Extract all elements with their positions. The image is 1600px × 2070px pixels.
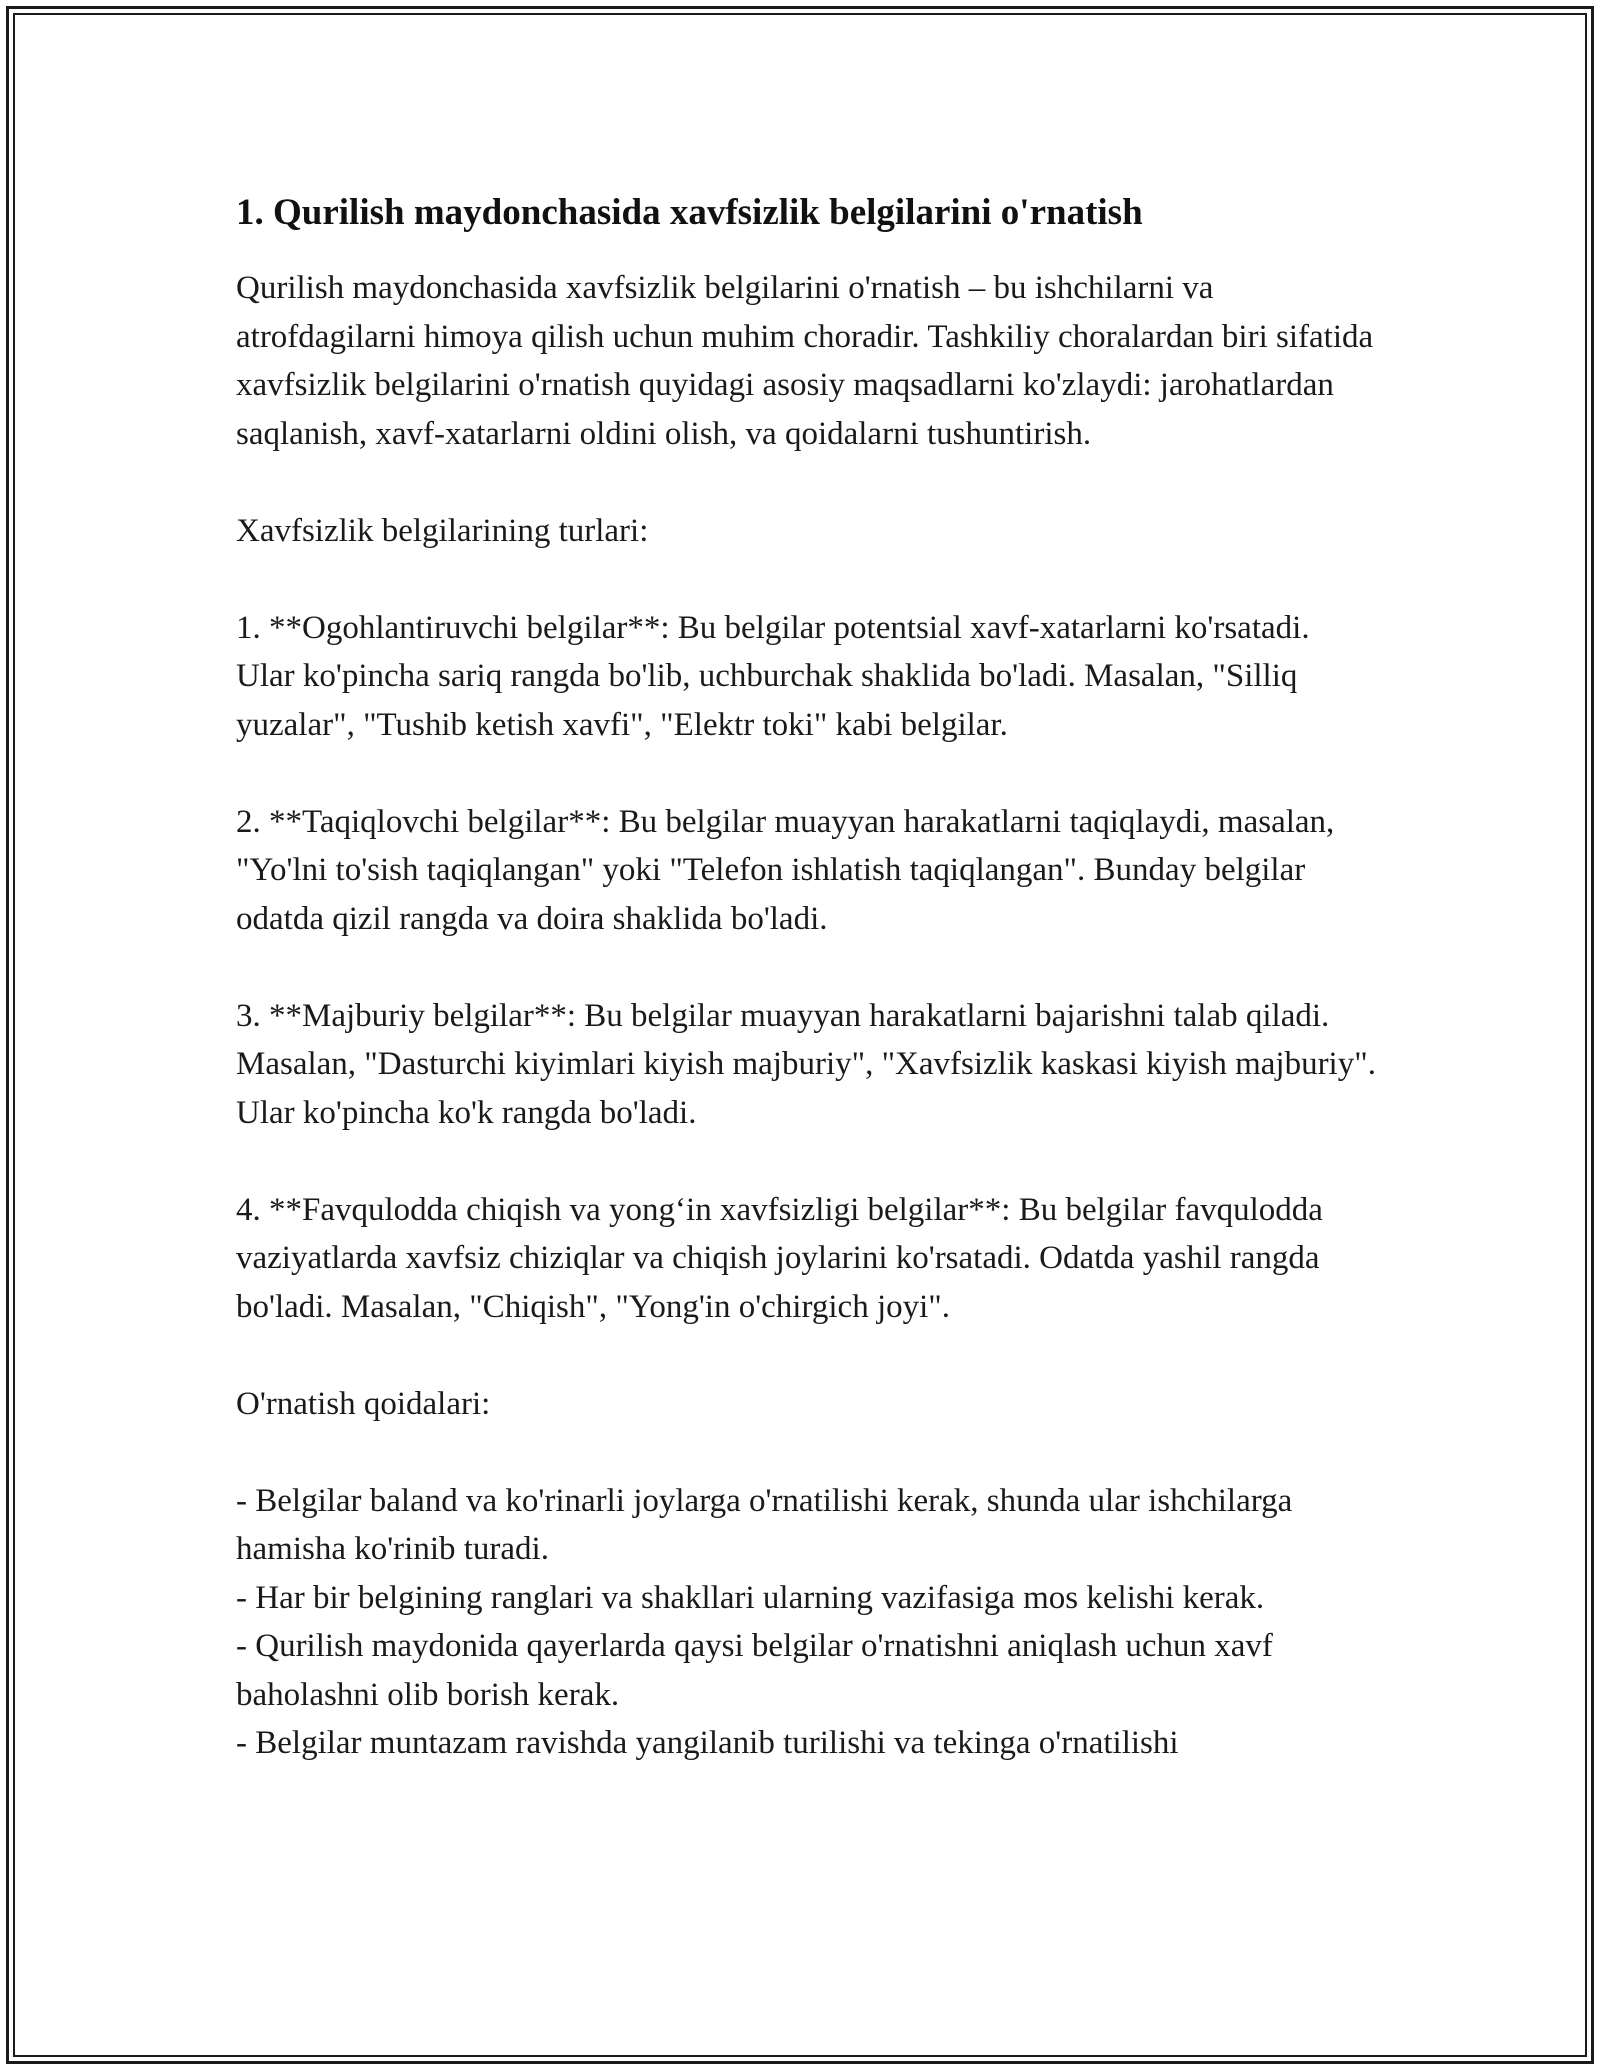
rule-item: - Har bir belgining ranglari va shakllari ularning vazifasiga mos kelishi kerak. xyxy=(236,1579,1265,1616)
type-item-mandatory: 3. **Majburiy belgilar**: Bu belgilar muayyan harakatlarni bajarishni talab qiladi. Masalan, "Dasturchi kiyimlari kiyish majburiy", "Xavfsizlik kaskasi kiyish majburiy". Ular ko'pincha ko'k rangda bo'ladi. xyxy=(236,997,1376,1131)
paragraph-spacer xyxy=(236,1428,1376,1477)
paragraph-spacer xyxy=(236,749,1376,798)
type-item-prohibition: 2. **Taqiqlovchi belgilar**: Bu belgilar muayyan harakatlarni taqiqlaydi, masalan, "Yo'lni to'sish taqiqlangan" yoki "Telefon ishlatish taqiqlangan". Bunday belgilar odatda qizil rangda va doira shaklida bo'ladi. xyxy=(236,803,1335,937)
paragraph-spacer xyxy=(236,458,1376,507)
types-heading: Xavfsizlik belgilarining turlari: xyxy=(236,512,649,549)
type-item-warning: 1. **Ogohlantiruvchi belgilar**: Bu belgilar potentsial xavf-xatarlarni ko'rsatadi. Ular ko'pincha sariq rangda bo'lib, uchburchak shaklida bo'ladi. Masalan, "Silliq yuzalar", "Tushib ketish xavfi", "Elektr toki" kabi belgilar. xyxy=(236,609,1310,743)
rules-heading: O'rnatish qoidalari: xyxy=(236,1385,491,1422)
rule-item: - Belgilar muntazam ravishda yangilanib turilishi va tekinga o'rnatilishi xyxy=(236,1725,1179,1761)
paragraph-spacer xyxy=(236,555,1376,604)
paragraph-spacer xyxy=(236,1137,1376,1186)
paragraph-spacer xyxy=(236,1331,1376,1380)
rule-item: - Qurilish maydonida qayerlarda qaysi belgilar o'rnatishni aniqlash uchun xavf baholashni olib borish kerak. xyxy=(236,1628,1273,1713)
document-body xyxy=(236,264,1376,1768)
rule-item: - Belgilar baland va ko'rinarli joylarga o'rnatilishi kerak, shunda ular ishchilarga hamisha ko'rinib turadi. xyxy=(236,1482,1293,1567)
document-title: 1. Qurilish maydonchasida xavfsizlik belgilarini o'rnatish xyxy=(236,192,1143,233)
paragraph-spacer xyxy=(236,943,1376,992)
intro-paragraph: Qurilish maydonchasida xavfsizlik belgilarini o'rnatish – bu ishchilarni va atrofdagilarni himoya qilish uchun muhim choradir. Tashkiliy choralardan biri sifatida xavfsizlik belgilarini o'rnatish quyidagi asosiy maqsadlarni ko'zlaydi: jarohatlardan saqlanish, xavf-xatarlarni oldini olish, va qoidalarni tushuntirish. xyxy=(236,270,1374,452)
document-page xyxy=(236,186,1376,1768)
type-item-emergency: 4. **Favqulodda chiqish va yong‘in xavfsizligi belgilar**: Bu belgilar favqulodda vaziyatlarda xavfsiz chiziqlar va chiqish joylarini ko'rsatadi. Odatda yashil rangda bo'ladi. Masalan, "Chiqish", "Yong'in o'chirgich joyi". xyxy=(236,1191,1323,1325)
